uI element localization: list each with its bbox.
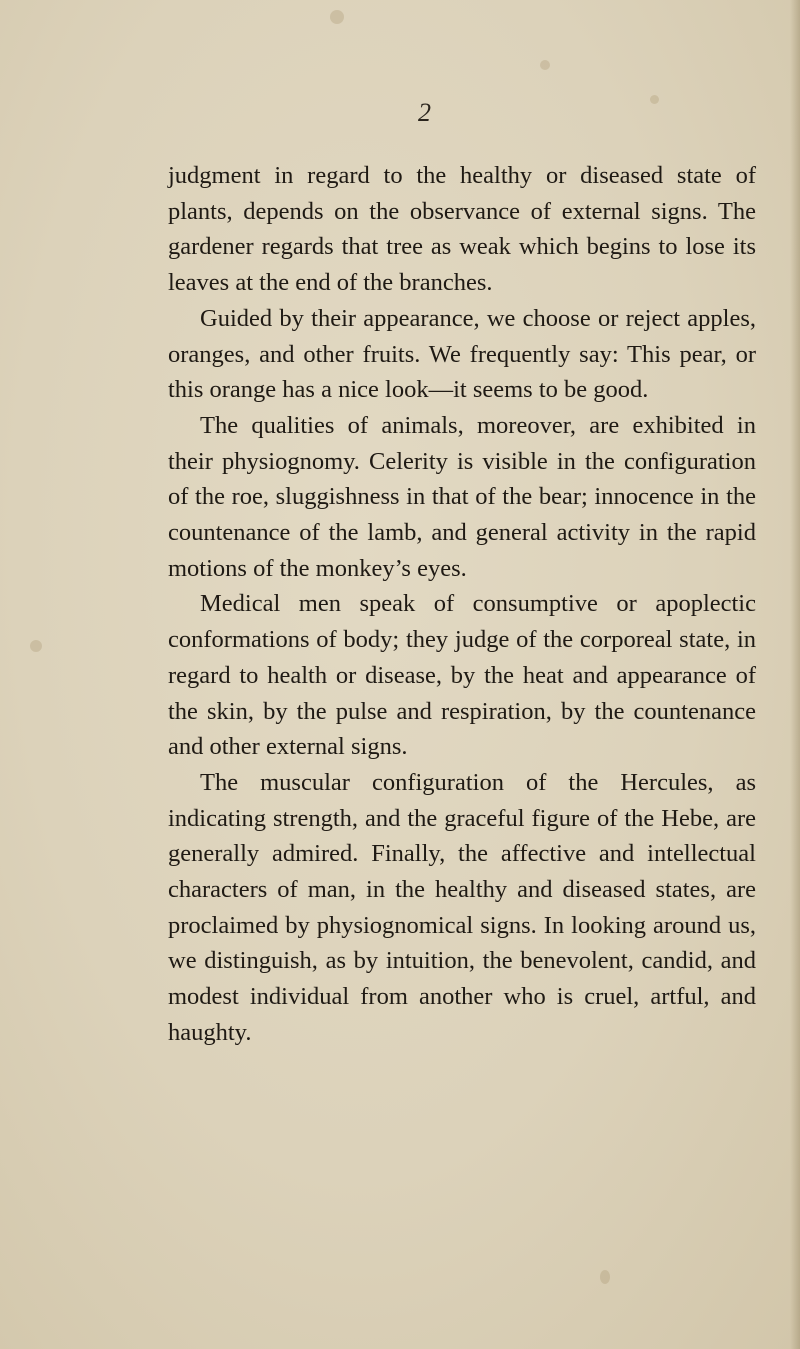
foxing-spot bbox=[30, 640, 42, 652]
paragraph: Medical men speak of consumptive or apoplectic conformations of body; they judge of the corporeal state, in regard to health or disease, by the heat and appearance of the skin, by the pulse and respiration, by the countenance and other external signs. bbox=[168, 590, 756, 761]
foxing-spot bbox=[650, 95, 659, 104]
foxing-spot bbox=[330, 10, 344, 24]
page-number: 2 bbox=[418, 98, 431, 127]
page-edge-shadow bbox=[790, 0, 800, 1349]
paragraph: The qualities of animals, moreover, are exhibited in their physiognomy. Celerity is visible in the configuration of the roe, sluggishness in that of the bear; innocence in the countenance of the lamb, and general activity in the rapid motions of the monkey’s eyes. bbox=[168, 411, 756, 582]
paragraph: judgment in regard to the healthy or diseased state of plants, depends on the observance of external signs. The gardener regards that tree as weak which begins to lose its leaves at the end of the branches. bbox=[168, 162, 756, 297]
foxing-spot bbox=[540, 60, 550, 70]
paragraph: Guided by their appearance, we choose or reject apples, oranges, and other fruits. We frequently say: This pear, or this orange has a nice look—it seems to be good. bbox=[168, 304, 756, 404]
paragraph: The muscular configuration of the Hercules, as indicating strength, and the graceful figure of the Hebe, are generally admired. Finally, the affective and intellectual characters of man, in the healthy and diseased states, are proclaimed by physiognomical signs. In looking around us, we distinguish, as by intuition, the benevolent, candid, and modest individual from another who is cruel, artful, and haughty. bbox=[168, 768, 756, 1046]
body-text bbox=[168, 158, 756, 1051]
foxing-spot bbox=[600, 1270, 610, 1284]
